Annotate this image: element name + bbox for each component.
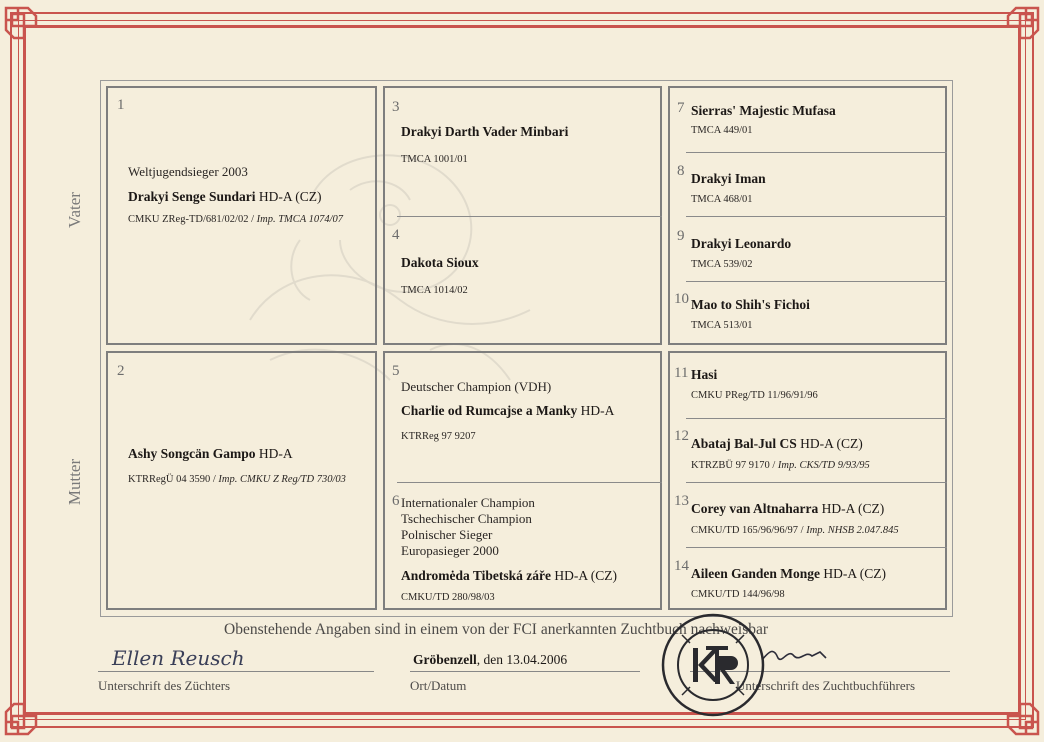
registration-number: TMCA 468/01 — [691, 194, 753, 205]
hd-rating: HD-A (CZ) — [823, 566, 887, 581]
place-date-line — [410, 671, 640, 672]
registration-number — [691, 525, 899, 536]
ancestor-name — [401, 568, 617, 584]
import-registration: Imp. CMKU Z Reg/TD 730/03 — [218, 474, 346, 485]
ancestor-name — [128, 446, 293, 462]
import-registration: Imp. TMCA 1074/07 — [256, 214, 344, 225]
box-divider — [397, 482, 662, 483]
registration-text: KTRRegÜ 04 3590 / — [128, 474, 219, 485]
corner-ornament-icon — [2, 4, 48, 50]
ancestor-number: 3 — [392, 99, 400, 115]
ancestor-name — [401, 403, 614, 419]
place-date-label: Ort/Datum — [410, 678, 467, 693]
fci-statement: Obenstehende Angaben sind in einem von der FCI anerkannten Zuchtbuch nachweisbar — [224, 621, 769, 638]
sire-side-label: Vater — [65, 192, 84, 228]
import-registration: Imp. CKS/TD 9/93/95 — [777, 460, 870, 471]
registrar-signature — [760, 642, 830, 666]
ancestor-number: 11 — [674, 365, 689, 381]
ancestor-name — [691, 501, 884, 517]
breeder-signature-label: Unterschrift des Züchters — [98, 678, 231, 693]
box-divider — [686, 547, 947, 548]
ancestor-name — [691, 436, 863, 452]
registration-number: TMCA 1001/01 — [401, 154, 468, 165]
breeder-signature-line — [98, 671, 374, 672]
breeder-signature: Ellen Reusch — [112, 646, 245, 670]
registration-number — [128, 214, 343, 225]
import-registration: Imp. NHSB 2.047.845 — [806, 525, 899, 536]
corner-ornament-icon — [996, 4, 1042, 50]
registration-number: CMKU PReg/TD 11/96/91/96 — [691, 390, 818, 401]
ancestor-name-text: Aileen Ganden Monge — [691, 566, 821, 581]
ancestor-name — [128, 189, 322, 205]
ancestor-number: 13 — [674, 493, 689, 509]
ancestor-number: 8 — [677, 163, 685, 179]
ancestor-number: 10 — [674, 291, 689, 307]
ancestor-name: Drakyi Leonardo — [691, 236, 792, 251]
date: , den 13.04.2006 — [476, 652, 568, 667]
registration-number: TMCA 539/02 — [691, 259, 753, 270]
hd-rating: HD-A (CZ) — [554, 568, 618, 583]
ancestor-title: Internationaler Champion — [401, 495, 535, 510]
box-divider — [686, 216, 947, 217]
ancestor-title: Europasieger 2000 — [401, 543, 499, 558]
corner-ornament-icon — [996, 692, 1042, 738]
ancestor-title: Polnischer Sieger — [401, 527, 493, 542]
hd-rating: HD-A — [258, 446, 293, 461]
ancestor-name: Hasi — [691, 367, 718, 382]
registration-number: TMCA 1014/02 — [401, 285, 468, 296]
ancestor-number: 12 — [674, 428, 689, 444]
ktr-stamp-icon — [660, 612, 766, 718]
hd-rating: HD-A (CZ) — [258, 189, 322, 204]
hd-rating: HD-A (CZ) — [821, 501, 885, 516]
hd-rating: HD-A — [580, 403, 615, 418]
ancestor-name: Drakyi Darth Vader Minbari — [401, 124, 569, 139]
registration-number: KTRReg 97 9207 — [401, 431, 476, 442]
registration-number: TMCA 449/01 — [691, 125, 753, 136]
registration-number — [128, 474, 346, 485]
place-date — [413, 652, 567, 668]
ancestor-name: Dakota Sioux — [401, 255, 479, 270]
box-divider — [686, 482, 947, 483]
dam-side-label: Mutter — [65, 458, 84, 506]
ancestor-title: Deutscher Champion (VDH) — [401, 379, 552, 394]
ancestor-name-text: Abataj Bal-Jul CS — [691, 436, 797, 451]
ancestor-name-text: Andromėda Tibetská záře — [401, 568, 552, 583]
ancestor-number: 6 — [392, 493, 400, 509]
ancestor-number: 5 — [392, 363, 400, 379]
ancestor-name-text: Charlie od Rumcajse a Manky — [401, 403, 578, 418]
registration-number: CMKU/TD 144/96/98 — [691, 589, 785, 600]
registration-number: CMKU/TD 280/98/03 — [401, 592, 495, 603]
registration-number: TMCA 513/01 — [691, 320, 753, 331]
ancestor-number: 2 — [117, 363, 125, 379]
registration-number — [691, 460, 870, 471]
ancestor-name-text: Drakyi Senge Sundari — [128, 189, 256, 204]
ancestor-number: 14 — [674, 558, 689, 574]
ancestor-number: 4 — [392, 227, 400, 243]
ancestor-number: 9 — [677, 228, 685, 244]
ancestor-name-text: Corey van Altnaharra — [691, 501, 819, 516]
hd-rating: HD-A (CZ) — [800, 436, 863, 451]
registrar-signature-label: Unterschrift des Zuchtbuchführers — [736, 678, 916, 693]
registration-text: CMKU ZReg-TD/681/02/02 / — [128, 214, 257, 225]
ancestor-title: Tschechischer Champion — [401, 511, 532, 526]
box-divider — [686, 418, 947, 419]
registration-text: CMKU/TD 165/96/96/97 / — [691, 525, 807, 536]
ancestor-name-text: Ashy Songcän Gampo — [128, 446, 256, 461]
ancestor-name: Mao to Shih's Fichoi — [691, 297, 810, 312]
box-divider — [686, 281, 947, 282]
registration-text: KTRZBÜ 97 9170 / — [691, 460, 778, 471]
ancestor-name — [691, 566, 886, 582]
ancestor-number: 1 — [117, 97, 125, 113]
ancestor-number: 7 — [677, 100, 685, 116]
place: Gröbenzell — [413, 652, 477, 667]
corner-ornament-icon — [2, 692, 48, 738]
box-divider — [397, 216, 662, 217]
ancestor-title: Weltjugendsieger 2003 — [128, 164, 248, 179]
box-divider — [686, 152, 947, 153]
ancestor-name: Sierras' Majestic Mufasa — [691, 103, 836, 118]
ancestor-name: Drakyi Iman — [691, 171, 766, 186]
